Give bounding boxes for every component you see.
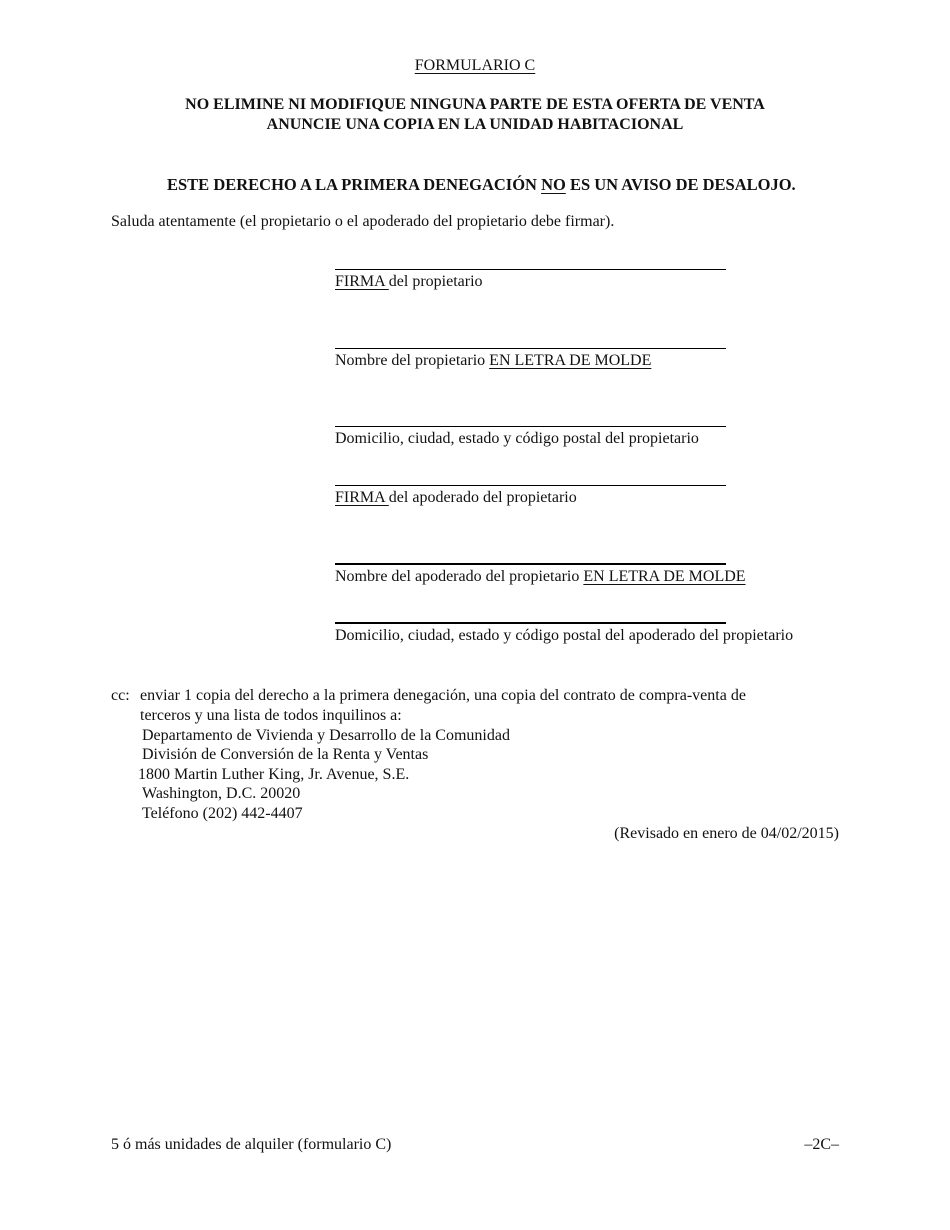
agent-name-label: [335, 568, 746, 586]
owner-name-label: [335, 352, 651, 370]
owner-signature-firma: FIRMA: [335, 273, 389, 290]
page-number: –2C–: [804, 1136, 839, 1153]
eviction-notice-no: NO: [541, 175, 566, 194]
cc-address-division: División de Conversión de la Renta y Ventas: [142, 746, 429, 763]
eviction-notice-start: ESTE DERECHO A LA PRIMERA DENEGACIÓN: [167, 175, 542, 194]
agent-name-print: EN LETRA DE MOLDE: [583, 568, 746, 585]
revision-note: (Revisado en enero de 04/02/2015): [614, 825, 839, 842]
cc-line-2: terceros y una lista de todos inquilinos a:: [140, 707, 402, 724]
eviction-notice: [167, 175, 796, 195]
agent-name-line[interactable]: [335, 563, 726, 565]
agent-signature-label: [335, 489, 577, 507]
closing-statement: Saluda atentamente (el propietario o el apoderado del propietario debe firmar).: [111, 213, 615, 230]
owner-signature-line[interactable]: [335, 269, 726, 270]
owner-name-print: EN LETRA DE MOLDE: [489, 352, 652, 369]
eviction-notice-end: ES UN AVISO DE DESALOJO.: [565, 175, 796, 194]
cc-address-street: 1800 Martin Luther King, Jr. Avenue, S.E.: [138, 766, 410, 783]
owner-name-line[interactable]: [335, 348, 726, 349]
agent-signature-rest: del apoderado del propietario: [388, 489, 577, 506]
owner-signature-label: [335, 273, 483, 291]
agent-address-line[interactable]: [335, 622, 726, 624]
owner-address-label: Domicilio, ciudad, estado y código postal del propietario: [335, 430, 699, 447]
cc-address-city: Washington, D.C. 20020: [142, 785, 301, 802]
agent-name-rest: Nombre del apoderado del propietario: [335, 568, 584, 585]
agent-signature-firma: FIRMA: [335, 489, 389, 506]
owner-address-line[interactable]: [335, 426, 726, 427]
agent-address-label: Domicilio, ciudad, estado y código postal del apoderado del propietario: [335, 627, 794, 644]
owner-signature-rest: del propietario: [388, 273, 483, 290]
owner-name-rest: Nombre del propietario: [335, 352, 490, 369]
footer-form-description: 5 ó más unidades de alquiler (formulario C): [111, 1136, 392, 1153]
warning-line-1: NO ELIMINE NI MODIFIQUE NINGUNA PARTE DE ESTA OFERTA DE VENTA: [185, 96, 765, 113]
form-title: FORMULARIO C: [414, 57, 536, 74]
cc-address-phone: Teléfono (202) 442-4407: [142, 805, 303, 822]
agent-signature-line[interactable]: [335, 485, 726, 486]
cc-address-department: Departamento de Vivienda y Desarrollo de la Comunidad: [142, 727, 510, 744]
cc-line-1: enviar 1 copia del derecho a la primera denegación, una copia del contrato de compra-venta de: [140, 687, 746, 704]
cc-label: cc:: [111, 687, 130, 704]
warning-line-2: ANUNCIE UNA COPIA EN LA UNIDAD HABITACIONAL: [266, 116, 684, 133]
